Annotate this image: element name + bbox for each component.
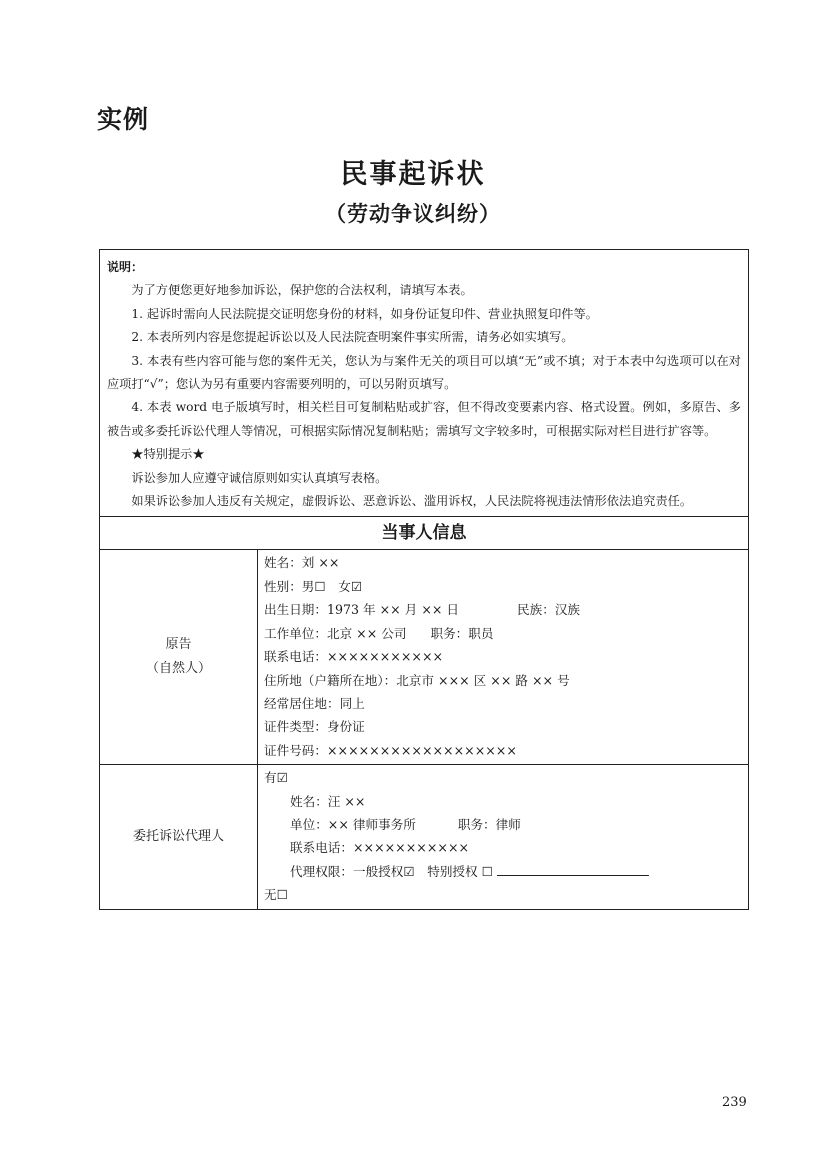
agent-organization: 单位：×× 律师事务所: [290, 816, 416, 832]
agent-none-option: 无☐: [264, 887, 288, 903]
instruction-paragraph: 3. 本表有些内容可能与您的案件无关，您认为与案件无关的项目可以填“无”或不填；对于本表中勾选项可以在对应项打“√”；您认为另有重要内容需要列明的，可以另附页填写。: [107, 353, 741, 392]
plaintiff-residence: 经常居住地：同上: [264, 695, 365, 711]
complaint-form: [99, 249, 749, 910]
instruction-paragraph: 4. 本表 word 电子版填写时，相关栏目可复制粘贴或扩容，但不得改变要素内容、格式设置。例如，多原告、多被告或多委托诉讼代理人等情况，可根据实际情况复制粘贴；需填写文字较多时，可根据实际对栏目进行扩容等。: [107, 400, 741, 438]
agent-authority: 代理权限：一般授权☑ 特别授权 ☐: [290, 863, 493, 879]
document-title: 民事起诉状: [340, 159, 486, 190]
plaintiff-phone: 联系电话：×××××××××××: [264, 649, 444, 665]
authority-fill-line: [497, 861, 649, 876]
plaintiff-info-cell: [258, 550, 748, 764]
agent-row: [100, 764, 748, 908]
plaintiff-birth-line: [264, 598, 742, 621]
agent-name: 姓名：汪 ××: [290, 793, 366, 809]
instruction-paragraph: 诉讼参加人应遵守诚信原则如实认真填写表格。: [131, 470, 388, 485]
plaintiff-employer-line: [264, 622, 742, 645]
page-number: 239: [722, 1095, 747, 1110]
special-notice-heading: ★特别提示★: [131, 447, 205, 462]
agent-phone: 联系电话：×××××××××××: [290, 840, 470, 856]
plaintiff-id-type: 证件类型：身份证: [264, 719, 365, 735]
plaintiff-birth-date: 出生日期：1973 年 ×× 月 ×× 日: [264, 602, 460, 618]
agent-info-cell: [258, 765, 748, 908]
instruction-paragraph: 为了方便您更好地参加诉讼，保护您的合法权利，请填写本表。: [131, 283, 473, 298]
instruction-paragraph: 2. 本表所列内容是您提起诉讼以及人民法院查明案件事实所需，请务必如实填写。: [131, 330, 574, 345]
plaintiff-domicile: 住所地（户籍所在地）：北京市 ××× 区 ×× 路 ×× 号: [264, 672, 570, 688]
plaintiff-position: 职务：职员: [430, 625, 494, 641]
plaintiff-name: 姓名：刘 ××: [264, 555, 340, 571]
plaintiff-id-number: 证件号码：××××××××××××××××××: [264, 742, 517, 758]
instructions-heading: 说明：: [107, 260, 144, 274]
instruction-paragraph: 如果诉讼参加人违反有关规定，虚假诉讼、恶意诉讼、滥用诉权，人民法院将视违法情形依法追究责任。: [131, 494, 693, 509]
parties-section-header: 当事人信息: [100, 517, 748, 550]
instructions-box: [100, 250, 748, 517]
plaintiff-label: 原告: [165, 637, 192, 653]
plaintiff-row: [100, 550, 748, 764]
agent-label-cell: [100, 765, 258, 908]
agent-authority-line: [264, 860, 742, 883]
agent-has-option: 有☑: [264, 770, 288, 786]
instruction-paragraph: 1. 起诉时需向人民法院提交证明您身份的材料，如身份证复印件、营业执照复印件等。: [131, 306, 598, 321]
document-subtitle: （劳动争议纠纷）: [325, 202, 501, 226]
agent-label: 委托诉讼代理人: [132, 828, 224, 844]
section-label: 实例: [97, 105, 150, 134]
agent-org-line: [264, 813, 742, 836]
plaintiff-gender: 性别：男☐ 女☑: [264, 578, 363, 594]
plaintiff-sublabel: （自然人）: [145, 661, 211, 677]
plaintiff-employer: 工作单位：北京 ×× 公司: [264, 625, 407, 641]
plaintiff-ethnicity: 民族：汉族: [517, 602, 580, 618]
agent-position: 职务：律师: [457, 816, 521, 832]
plaintiff-label-cell: [100, 550, 258, 764]
